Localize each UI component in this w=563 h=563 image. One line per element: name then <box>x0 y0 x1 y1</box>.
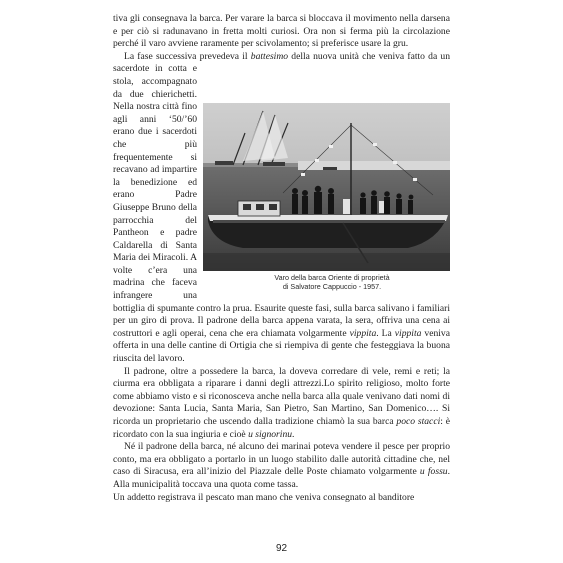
text-span: veniva offerta in una delle cantine di Ortigia che si riempiva di gente che festeggiava la buona riuscita del lavoro. <box>113 327 450 365</box>
paragraph-5: Un addetto registrava il pescato man mano che veniva consegnato al banditore <box>113 491 415 503</box>
photo-figure <box>203 103 450 291</box>
page-body <box>113 13 450 504</box>
caption-line-1: Varo della barca Oriente di proprietà <box>274 273 390 283</box>
photo-caption <box>203 273 450 291</box>
paragraph-3 <box>113 366 450 442</box>
text-span: La fase successiva prevedeva il <box>124 50 251 62</box>
text-span: Il padrone, oltre a possedere la barca, la doveva corredare di vele, remi e reti; la ciurma era obbligata a riparare i danni degli attrezzi.Lo spirito religioso, molto forte come abbiamo visto e si riconosceva anche nella barca alla quale venivano dati nomi di devozione: Santa Lucia, Santa Maria, San Pietro, San Martino, San Domenico…. Si ricorda un proprietario che uscendo dalla tradizione chiamò la sua barca <box>113 365 450 427</box>
italic-term-poco-stacci: poco stacci <box>396 416 441 427</box>
text-span: . <box>292 428 295 440</box>
paragraph-4 <box>113 441 450 491</box>
text-span-main: della nuova unità che veniva fatto da un sacerdote in cotta e stola, accompagnato da due chierichetti. Nella nostra città fino agli anni ‘50/’60 erano due i sacerdoti che più frequentemente si recavano ad impartire la benedizione ed erano Padre Giuseppe Bruno della parrocchia del Pantheon e padre Caldarella di Santa Maria dei Miracoli. A volte c’era una madrina che faceva infrangere una bottiglia di spumante contro la prua. Esaurite queste fasi, sulla barca salivano i familiari per un giro di prova. Il padrone della barca appena varata, la sera, offriva una cena ai costruttori e agli operai, cena che era chiamata volgarmente <box>113 50 451 339</box>
text-span: Né il padrone della barca, né alcuno dei marinai poteva vendere il pesce per proprio conto, ma era obbligato a portarlo in un luogo stabilito dalle autorità cittadine che, nel caso di Siracusa, era all’inizio del Piazzale delle Poste chiamato volgarmente <box>113 441 450 478</box>
italic-term-vippita-2: vippita <box>394 327 422 339</box>
italic-term-u-fossu: u fossu <box>419 466 448 478</box>
paragraph-1: tiva gli consegnava la barca. Per varare la barca si bloccava il movimento nella darsena e per ciò si radunavano in fretta molti curiosi. Ora non si ferma più la circolazione perché il varo avviene raramente per scivolamento; si preferisce usare la gru. <box>113 13 450 50</box>
page-number: 92 <box>275 543 288 554</box>
italic-term-vippita: vippita <box>349 327 377 339</box>
paragraph-2 <box>113 51 450 366</box>
italic-term-u-signorinu: u signorinu <box>248 428 293 440</box>
italic-term-battesimo: battesimo <box>250 50 289 62</box>
text-span: . Alla municipalità toccava una quota come tassa. <box>113 466 451 490</box>
text-span: : è ricordato con la sua ingiuria e cioè <box>113 416 450 440</box>
text-span: . La <box>376 327 395 339</box>
boat-launch-photo <box>203 103 450 271</box>
caption-line-2: di Salvatore Cappuccio - 1957. <box>282 282 382 292</box>
